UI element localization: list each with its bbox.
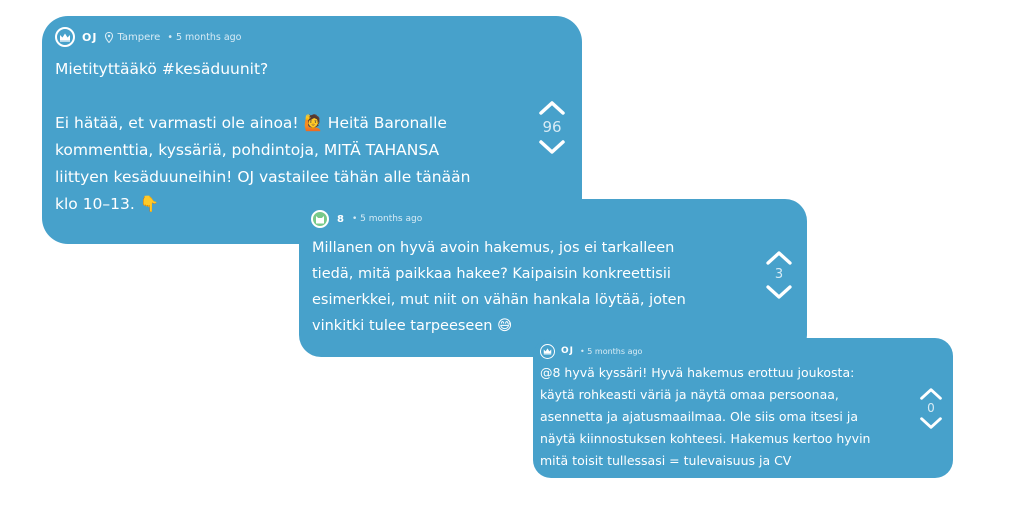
post-text-line: kommenttia, kyssäriä, pohdintoja, MITÄ TAHANSA <box>55 141 440 159</box>
reply-post[interactable] <box>533 338 953 478</box>
vote-count: 0 <box>927 401 935 415</box>
post-text-line: käytä rohkeasti väriä ja näytä omaa persoonaa, <box>540 387 839 402</box>
chevron-up-icon[interactable] <box>765 250 793 266</box>
post-text-line: Mietityttääkö #kesäduunit? <box>55 60 269 78</box>
post-text <box>540 362 900 472</box>
post-text-line: asennetta ja ajatusmaailmaa. Ole siis oma itsesi ja <box>540 409 858 424</box>
chevron-down-icon[interactable] <box>765 284 793 300</box>
post-text-line: Millanen on hyvä avoin hakemus, jos ei tarkalleen <box>312 240 675 256</box>
cat-icon <box>311 210 329 228</box>
crown-icon <box>55 27 75 47</box>
chevron-down-icon[interactable] <box>919 416 943 430</box>
post-text-line: vinkitki tulee tarpeeseen 😅 <box>312 318 513 334</box>
post-text <box>312 235 742 339</box>
location-label: Tampere <box>117 31 161 43</box>
post-timestamp: • 5 months ago <box>580 346 643 356</box>
post-text-line: @8 hyvä kyssäri! Hyvä hakemus erottuu joukosta: <box>540 365 855 380</box>
post-text-line: tiedä, mitä paikkaa hakee? Kaipaisin konkreettisii <box>312 266 671 282</box>
post-text-spacer <box>55 83 515 110</box>
vote-control <box>913 387 949 430</box>
post-text-line: näytä kiinnostuksen kohteesi. Hakemus kertoo hyvin <box>540 431 871 446</box>
post-header <box>540 342 642 360</box>
chevron-up-icon[interactable] <box>919 387 943 401</box>
vote-control <box>532 100 572 155</box>
post-text-line: mitä toisit tullessasi = tulevaisuus ja CV <box>540 453 792 468</box>
reply-post[interactable] <box>299 199 807 357</box>
author-name: 8 <box>337 213 345 225</box>
post-location <box>105 32 160 43</box>
post-text <box>55 56 515 218</box>
crown-icon <box>540 344 555 359</box>
post-text-line: liittyen kesäduuneihin! OJ vastailee tähän alle tänään <box>55 168 471 186</box>
author-name: OJ <box>82 30 98 44</box>
location-pin-icon <box>105 32 113 43</box>
chevron-up-icon[interactable] <box>538 100 566 116</box>
post-text-line: esimerkkei, mut niit on vähän hankala löytää, joten <box>312 292 686 308</box>
post-timestamp: • 5 months ago <box>351 214 423 224</box>
chevron-down-icon[interactable] <box>538 139 566 155</box>
vote-count: 3 <box>774 267 784 282</box>
post-header <box>55 26 241 48</box>
post-timestamp: • 5 months ago <box>167 31 242 43</box>
author-name: OJ <box>561 346 574 356</box>
post-text-line: klo 10–13. 👇 <box>55 195 160 213</box>
post-header <box>311 209 422 229</box>
vote-count: 96 <box>542 118 562 136</box>
vote-control <box>757 250 801 300</box>
post-text-line: Ei hätää, et varmasti ole ainoa! 🙋 Heitä Baronalle <box>55 114 447 132</box>
